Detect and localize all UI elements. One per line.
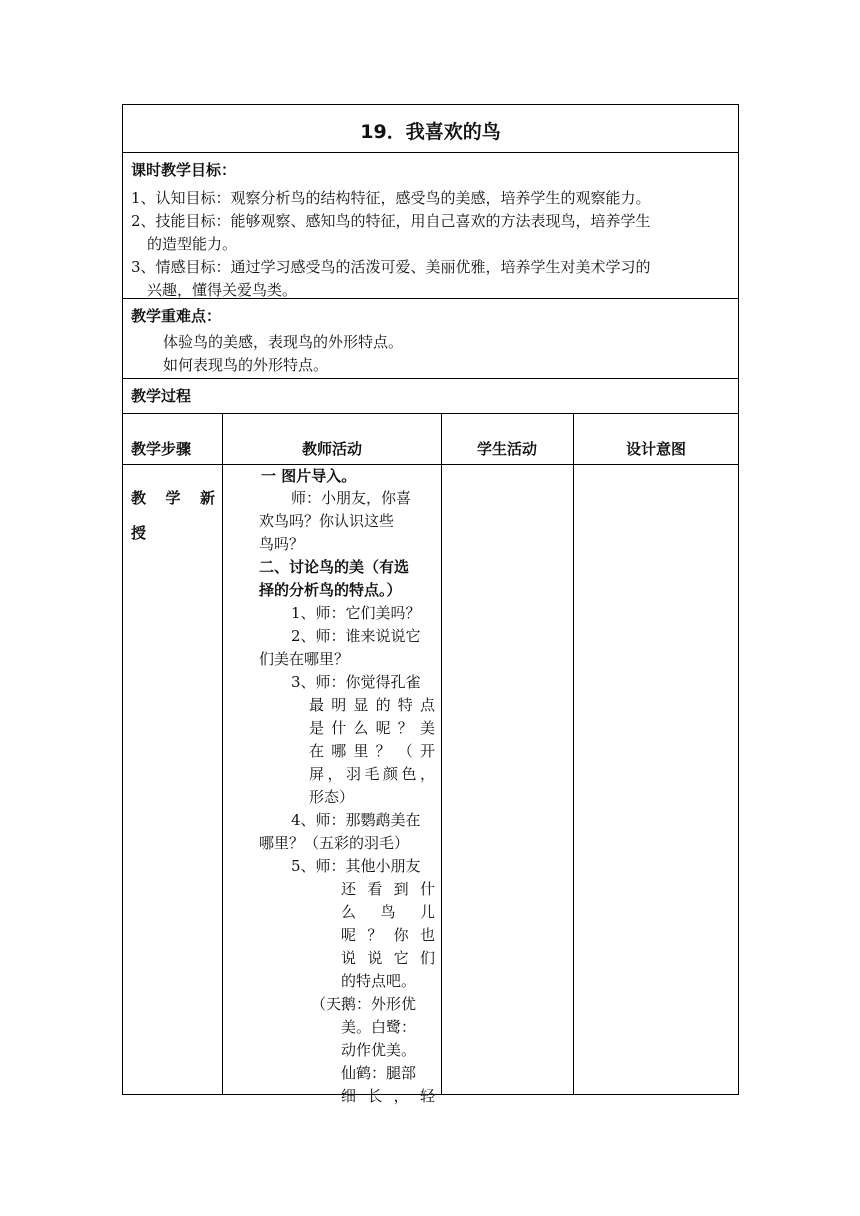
header-student: 学生活动	[476, 440, 537, 458]
column-divider	[573, 414, 574, 1094]
table-header-row	[123, 414, 738, 465]
objectives-heading: 课时教学目标：	[131, 161, 237, 179]
key-point-line: 如何表现鸟的外形特点。	[163, 356, 329, 374]
teacher-line: 4、师：那鹦鹉美在	[291, 811, 421, 829]
column-divider	[441, 414, 442, 1094]
teacher-line: 欢鸟吗？你认识这些	[259, 512, 395, 530]
header-design: 设计意图	[625, 440, 686, 458]
key-points-heading: 教学重难点：	[131, 307, 222, 325]
teacher-line: 形态）	[309, 788, 355, 806]
teacher-line: 最明显的特点	[309, 696, 435, 714]
teacher-line: 动作优美。	[341, 1041, 417, 1059]
teacher-line: 还看到什	[341, 880, 435, 898]
teacher-line: （天鹅：外形优	[311, 995, 417, 1013]
process-heading: 教学过程	[131, 387, 192, 405]
teacher-line: 哪里？（五彩的羽毛）	[259, 834, 410, 852]
teacher-line: 呢？你也	[341, 926, 435, 944]
step-label-line: 教 学 新	[131, 489, 215, 507]
step-label-line: 授	[131, 524, 147, 542]
objective-line: 1、认知目标：观察分析鸟的结构特征，感受鸟的美感，培养学生的观察能力。	[131, 189, 651, 207]
teacher-line: 仙鹤：腿部	[341, 1064, 417, 1082]
teacher-line: 屏，羽毛颜色，	[309, 765, 435, 783]
title-row	[123, 105, 738, 153]
step-label	[131, 487, 215, 509]
teacher-line: 是什么呢？美	[309, 719, 435, 737]
header-teacher: 教师活动	[301, 440, 362, 458]
teacher-line: 们美在哪里？	[259, 650, 350, 668]
teacher-line: 2、师：谁来说说它	[291, 627, 421, 645]
column-divider	[222, 414, 223, 1094]
objective-line: 的造型能力。	[147, 235, 238, 253]
teacher-line: 1、师：它们美吗？	[291, 604, 421, 622]
objective-line: 2、技能目标：能够观察、感知鸟的特征，用自己喜欢的方法表现鸟，培养学生	[131, 212, 651, 230]
teacher-line: 鸟吗？	[259, 535, 305, 553]
objective-line: 3、情感目标：通过学习感受鸟的活泼可爱、美丽优雅，培养学生对美术学习的	[131, 258, 651, 276]
teacher-line: 3、师：你觉得孔雀	[291, 673, 421, 691]
teacher-line: 5、师：其他小朋友	[291, 857, 421, 875]
page-title: 19．我喜欢的鸟	[360, 121, 501, 143]
teacher-line: 一 图片导入。	[261, 467, 357, 485]
teacher-line: 在哪里？（开	[309, 742, 435, 760]
teacher-line: 细长，轻	[341, 1087, 435, 1105]
objective-line: 兴趣，懂得关爱鸟类。	[147, 281, 298, 299]
teacher-line: 二、讨论鸟的美（有选	[259, 558, 410, 576]
header-step: 教学步骤	[131, 440, 192, 458]
teacher-line: 的特点吧。	[341, 972, 417, 990]
teacher-line: 师：小朋友，你喜	[291, 489, 412, 507]
lesson-plan-table	[122, 104, 739, 1105]
teacher-line: 择的分析鸟的特点。）	[259, 581, 402, 599]
teacher-line: 么 鸟 儿	[341, 903, 435, 921]
objectives-section	[123, 153, 738, 299]
teacher-line: 美。白鹭：	[341, 1018, 417, 1036]
key-point-line: 体验鸟的美感，表现鸟的外形特点。	[163, 333, 404, 351]
process-section	[123, 379, 738, 414]
key-points-section	[123, 299, 738, 379]
teacher-line: 说说它们	[341, 949, 435, 967]
